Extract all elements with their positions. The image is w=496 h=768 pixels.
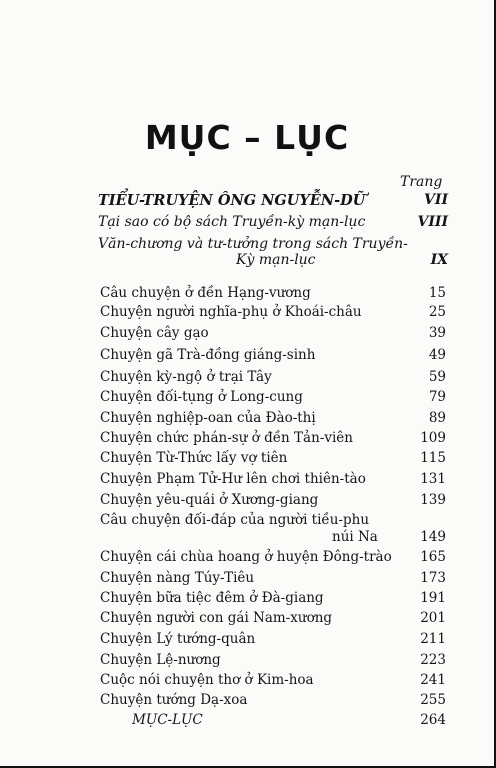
toc-entry-page: 211 bbox=[420, 631, 446, 647]
toc-entry-title: Chuyện cây gạo bbox=[100, 325, 209, 341]
toc-entry bbox=[100, 430, 446, 450]
toc-entry-page: 131 bbox=[420, 471, 446, 487]
toc-entry-page: 201 bbox=[420, 610, 446, 626]
toc-entry-page: 191 bbox=[420, 590, 446, 606]
toc-entry-title: Chuyện tướng Dạ-xoa bbox=[100, 692, 248, 708]
toc-entry-title: núi Na bbox=[332, 529, 378, 545]
toc-entry-page: 49 bbox=[428, 347, 446, 363]
toc-entry-page: VIII bbox=[417, 214, 448, 230]
toc-entry-page: 89 bbox=[428, 410, 446, 426]
toc-entry bbox=[100, 590, 446, 610]
toc-entry bbox=[100, 610, 446, 630]
toc-entry-title: Chuyện chức phán-sự ở đền Tản-viên bbox=[100, 430, 353, 446]
toc-entry bbox=[100, 692, 446, 712]
page-column-header: Trang bbox=[400, 174, 443, 190]
toc-entry bbox=[100, 712, 446, 732]
toc-entry bbox=[100, 471, 446, 491]
toc-entry-title: Chuyện kỳ-ngộ ở trại Tây bbox=[100, 369, 272, 385]
toc-entry-title: MỤC-LỤC bbox=[132, 712, 203, 728]
toc-entry bbox=[100, 631, 446, 651]
toc-entry-page: 15 bbox=[428, 285, 446, 301]
toc-entry-title: Chuyện Phạm Tử-Hư lên chơi thiên-tào bbox=[100, 471, 366, 487]
toc-entry-page: 139 bbox=[420, 492, 446, 508]
toc-entry bbox=[100, 672, 446, 692]
toc-entry bbox=[100, 492, 446, 512]
toc-entry-title: Cuộc nói chuyện thơ ở Kim-hoa bbox=[100, 672, 314, 688]
toc-entry-title: Câu chuyện ở đền Hạng-vương bbox=[100, 285, 311, 301]
toc-entry-title: Kỳ mạn-lục bbox=[236, 252, 316, 268]
toc-entry-page: 241 bbox=[420, 672, 446, 688]
toc-entry-page: 109 bbox=[420, 430, 446, 446]
toc-entry-title: Chuyện nghiệp-oan của Đào-thị bbox=[100, 410, 316, 426]
toc-entry bbox=[100, 652, 446, 672]
toc-entry-page: 173 bbox=[420, 570, 446, 586]
toc-entry-title: Câu chuyện đối-đáp của người tiều-phu bbox=[100, 512, 370, 528]
toc-entry-page: 79 bbox=[428, 389, 446, 405]
toc-entry-page: 264 bbox=[420, 712, 446, 728]
toc-entry-title: Tại sao có bộ sách Truyền-kỳ mạn-lục bbox=[98, 214, 366, 230]
toc-entry-title: Chuyện nàng Túy-Tiêu bbox=[100, 570, 255, 586]
toc-entry-title: TIỂU-TRUYỆN ÔNG NGUYỄN-DỮ bbox=[98, 192, 366, 209]
toc-entry-page: 25 bbox=[428, 304, 446, 320]
toc-entry-page: 39 bbox=[428, 325, 446, 341]
toc-entry-title: Chuyện cái chùa hoang ở huyện Đông-trào bbox=[100, 549, 392, 565]
toc-entry-page: 59 bbox=[428, 369, 446, 385]
toc-entry-page: IX bbox=[430, 252, 448, 268]
toc-entry-title: Chuyện Lệ-nương bbox=[100, 652, 221, 668]
toc-entry bbox=[100, 570, 446, 590]
toc-entry-title: Chuyện đối-tụng ở Long-cung bbox=[100, 389, 303, 405]
toc-entry bbox=[100, 325, 446, 345]
toc-entry-page: VII bbox=[424, 192, 448, 208]
toc-entry-page: 149 bbox=[420, 529, 446, 545]
toc-entry bbox=[100, 410, 446, 430]
toc-entry-title: Chuyện yêu-quái ở Xương-giang bbox=[100, 492, 319, 508]
toc-entry-title: Chuyện Lý tướng-quân bbox=[100, 631, 256, 647]
toc-entry-page: 165 bbox=[420, 549, 446, 565]
toc-entry bbox=[100, 304, 446, 324]
toc-entry bbox=[100, 369, 446, 389]
toc-entry bbox=[100, 389, 446, 409]
toc-entry-title: Chuyện gã Trà-đồng giáng-sinh bbox=[100, 347, 316, 363]
toc-entry-title: Chuyện Từ-Thức lấy vợ tiên bbox=[100, 450, 288, 466]
toc-entry bbox=[100, 347, 446, 367]
toc-entry-page: 255 bbox=[420, 692, 446, 708]
toc-entry bbox=[100, 529, 446, 549]
toc-entry-page: 223 bbox=[420, 652, 446, 668]
toc-entry bbox=[100, 450, 446, 470]
toc-entry-title: Văn-chương và tư-tưởng trong sách Truyền- bbox=[98, 236, 408, 252]
toc-entry-page: 115 bbox=[420, 450, 446, 466]
toc-entry-title: Chuyện bữa tiệc đêm ở Đà-giang bbox=[100, 590, 324, 606]
toc-entry-title: Chuyện người con gái Nam-xương bbox=[100, 610, 333, 626]
toc-entry bbox=[100, 285, 446, 305]
toc-entry bbox=[100, 549, 446, 569]
page-title: MỤC – LỤC bbox=[144, 118, 350, 157]
toc-entry-title: Chuyện người nghĩa-phụ ở Khoái-châu bbox=[100, 304, 362, 320]
